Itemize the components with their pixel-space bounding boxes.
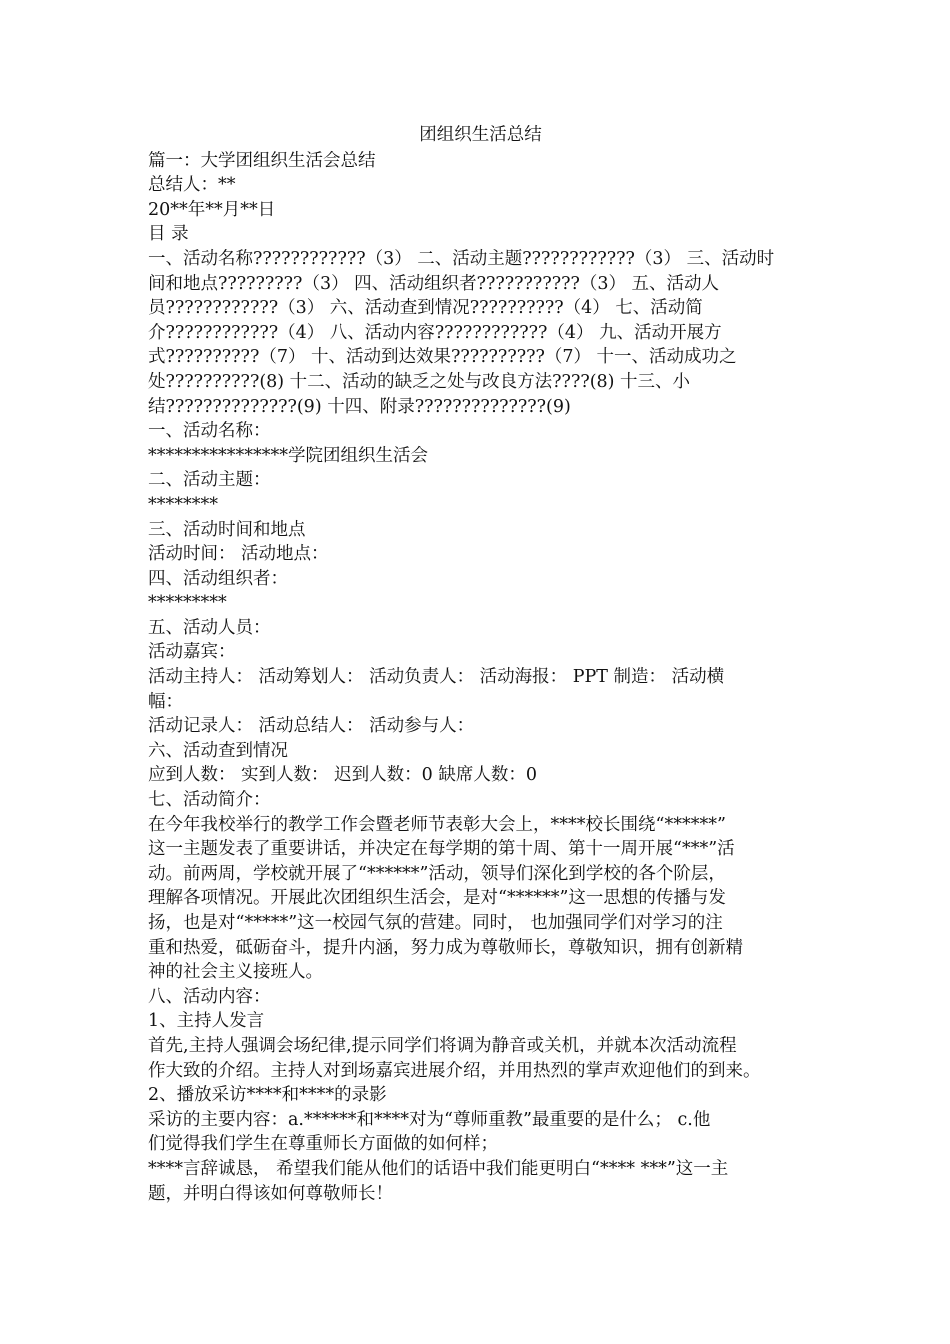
text-line: 篇一：大学团组织生活会总结: [148, 150, 376, 171]
paragraph-line: 神的社会主义接班人。: [148, 962, 323, 983]
section-heading: 五、活动人员：: [148, 617, 271, 638]
paragraph-line: 们觉得我们学生在尊重师长方面做的如何样；: [148, 1134, 498, 1155]
paragraph-line: 这一主题发表了重要讲话，并决定在每学期的第十周、第十一周开展“***”活: [148, 839, 735, 860]
subsection-heading: 2、播放采访****和****的录影: [148, 1085, 387, 1106]
section-heading: 四、活动组织者：: [148, 568, 288, 589]
toc-line: 式??????????（7） 十、活动到达效果??????????（7） 十一、活动成功之: [148, 347, 737, 368]
document-title: 团组织生活总结: [419, 125, 542, 145]
subsection-heading: 1、主持人发言: [148, 1011, 265, 1032]
paragraph-line: 扬，也是对“*****”这一校园气氛的营建。同时， 也加强同学们对学习的注: [148, 913, 723, 933]
text-line: 20**年**月**日: [148, 199, 276, 220]
paragraph-line: 动。前两周，学校就开展了“******”活动，领导们深化到学校的各个阶层，: [148, 863, 726, 884]
text-line: *********: [148, 593, 227, 614]
text-line: 活动记录人： 活动总结人： 活动参与人：: [148, 716, 475, 737]
toc-line: 员????????????（3） 六、活动查到情况??????????（4） 七、活动简: [148, 298, 703, 319]
paragraph-line: 题，并明白得该如何尊敬师长！: [148, 1183, 393, 1204]
section-heading: 二、活动主题：: [148, 470, 271, 491]
section-heading: 六、活动查到情况: [148, 740, 288, 761]
toc-line: 一、活动名称????????????（3） 二、活动主题????????????（3） 三、活动时: [148, 248, 775, 269]
toc-line: 处??????????(8) 十二、活动的缺乏之处与改良方法????(8) 十三、小: [148, 371, 691, 392]
paragraph-line: 理解各项情况。开展此次团组织生活会，是对“******”这一思想的传播与发: [148, 888, 726, 909]
document-page: [148, 123, 813, 1206]
toc-line: 介????????????（4） 八、活动内容????????????（4） 九、活动开展方: [148, 322, 722, 343]
text-line: 活动时间： 活动地点：: [148, 544, 329, 565]
text-line: 应到人数： 实到人数： 迟到人数：0 缺席人数：0: [148, 765, 537, 786]
section-heading: 七、活动简介：: [148, 790, 271, 811]
paragraph-line: ****言辞诚恳， 希望我们能从他们的话语中我们能更明白“**** ***”这一主: [148, 1158, 729, 1179]
text-line: 目 录: [148, 224, 189, 245]
text-line: ****************学院团组织生活会: [148, 445, 428, 466]
toc-line: 间和地点?????????（3） 四、活动组织者???????????（3） 五、活动人: [148, 273, 720, 294]
text-line: 活动主持人： 活动筹划人： 活动负责人： 活动海报： PPT 制造： 活动横: [148, 667, 725, 688]
section-heading: 一、活动名称：: [148, 421, 271, 442]
paragraph-line: 重和热爱，砥砺奋斗，提升内涵，努力成为尊敬师长，尊敬知识，拥有创新精: [148, 937, 743, 958]
text-line: 幅：: [148, 691, 183, 712]
toc-line: 结??????????????(9) 十四、附录??????????????(9): [148, 396, 571, 417]
text-line: ********: [148, 494, 218, 515]
paragraph-line: 采访的主要内容：a.******和****对为“尊师重教”最重要的是什么； c.他: [148, 1109, 711, 1130]
section-heading: 八、活动内容：: [148, 986, 271, 1007]
section-heading: 三、活动时间和地点: [148, 519, 306, 540]
paragraph-line: 首先,主持人强调会场纪律,提示同学们将调为静音或关机，并就本次活动流程: [148, 1035, 737, 1056]
paragraph-line: 在今年我校举行的教学工作会暨老师节表彰大会上，****校长围绕“******”: [148, 814, 726, 835]
text-line: 活动嘉宾：: [148, 642, 236, 663]
paragraph-line: 作大致的介绍。主持人对到场嘉宾进展介绍，并用热烈的掌声欢迎他们的到来。: [148, 1060, 761, 1081]
text-line: 总结人：**: [148, 175, 236, 196]
